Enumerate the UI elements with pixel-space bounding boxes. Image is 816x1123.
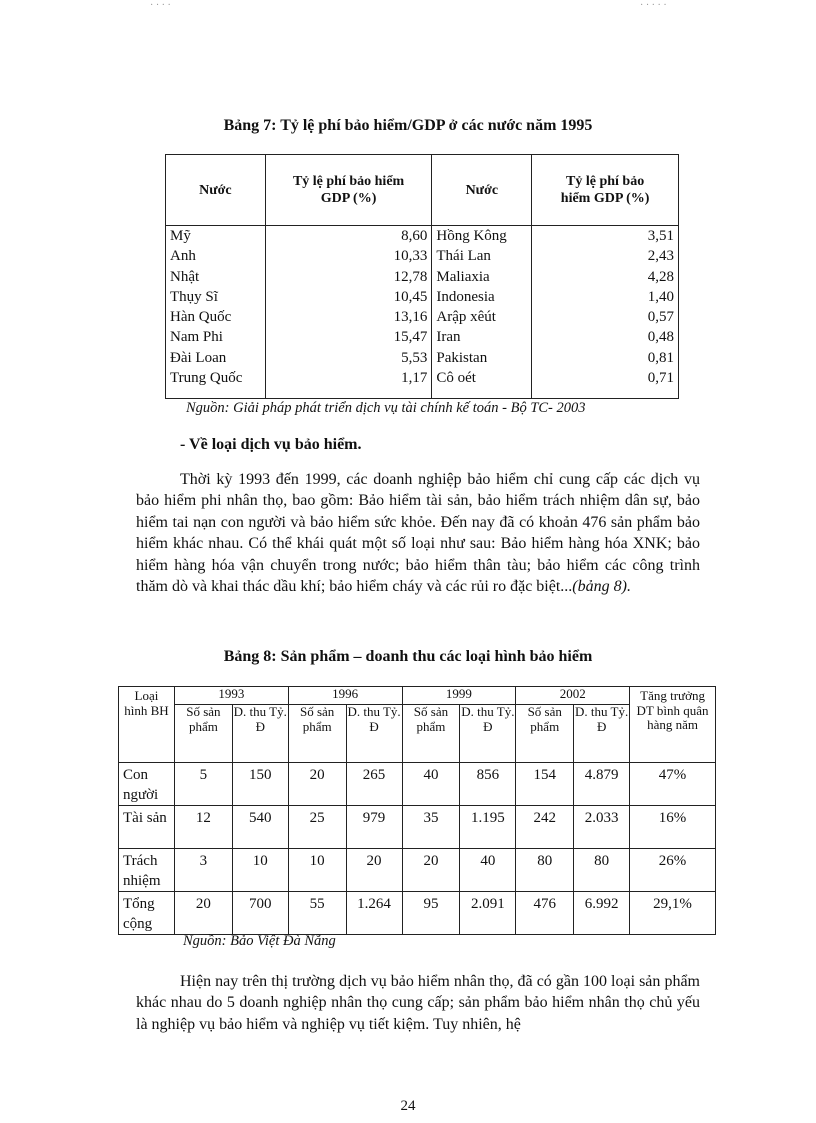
table7-country-2: Hồng Kông	[432, 226, 532, 247]
table7-ratio: 1,17	[265, 368, 432, 399]
table7-header-ratio-2: Tỷ lệ phí bảo hiểm GDP (%)	[532, 155, 679, 226]
table8-header-growth: Tăng trưởng DT bình quân hàng năm	[630, 687, 716, 763]
paragraph-1	[136, 469, 700, 597]
scan-mark-top-left: · · · ·	[150, 0, 171, 11]
table7-ratio-2: 3,51	[532, 226, 679, 247]
table7-row	[166, 287, 679, 307]
table8-header-year-1993: 1993	[174, 687, 288, 705]
table8-products-value: 80	[516, 849, 574, 892]
table8-revenue-value: 265	[346, 763, 402, 806]
table7-country: Mỹ	[166, 226, 266, 247]
table7-country-2: Pakistan	[432, 348, 532, 368]
table7-row	[166, 267, 679, 287]
table7-country-2: Thái Lan	[432, 246, 532, 266]
table8-revenue-value: 2.091	[460, 892, 516, 935]
table8-growth-value: 29,1%	[630, 892, 716, 935]
table8	[118, 686, 716, 935]
paragraph-2: Hiện nay trên thị trường dịch vụ bảo hiểm nhân thọ, đã có gần 100 loại sản phẩm khác nhau do 5 doanh nghiệp nhân thọ cung cấp; sản phẩm bảo hiểm nhân thọ chủ yếu là nghiệp vụ bảo hiểm và nghiệp vụ tiết kiệm. Tuy nhiên, hệ	[136, 973, 700, 1033]
table7-country: Nhật	[166, 267, 266, 287]
table7-header-ratio: Tỷ lệ phí bảo hiểm GDP (%)	[265, 155, 432, 226]
table7-ratio-2: 0,71	[532, 368, 679, 399]
table8-revenue-value: 10	[232, 849, 288, 892]
table8-revenue-value: 150	[232, 763, 288, 806]
table8-products-value: 20	[402, 849, 460, 892]
table7-header-country-2: Nước	[432, 155, 532, 226]
table8-revenue-value: 4.879	[574, 763, 630, 806]
table7-country: Hàn Quốc	[166, 307, 266, 327]
table8-header-year-1999: 1999	[402, 687, 516, 705]
table7-ratio: 5,53	[265, 348, 432, 368]
table8-type-label: Tổng cộng	[119, 892, 175, 935]
section-heading: - Về loại dịch vụ bảo hiểm.	[180, 436, 362, 453]
table8-revenue-value: 6.992	[574, 892, 630, 935]
table7-country: Thụy Sĩ	[166, 287, 266, 307]
table8-products-value: 35	[402, 806, 460, 849]
table8-sub-revenue: D. thu Tỷ. Đ	[232, 705, 288, 763]
table8-type-label: Con người	[119, 763, 175, 806]
table8-revenue-value: 979	[346, 806, 402, 849]
table8-products-value: 20	[288, 763, 346, 806]
table8-products-value: 25	[288, 806, 346, 849]
table7-ratio: 15,47	[265, 327, 432, 347]
table7-row	[166, 348, 679, 368]
table8-sub-revenue: D. thu Tỷ. Đ	[346, 705, 402, 763]
table7-country-2: Iran	[432, 327, 532, 347]
table8-growth-value: 47%	[630, 763, 716, 806]
table8-products-value: 5	[174, 763, 232, 806]
table7-header-country: Nước	[166, 155, 266, 226]
table8-row	[119, 763, 716, 806]
table8-revenue-value: 1.264	[346, 892, 402, 935]
table8-sub-revenue: D. thu Tỷ. Đ	[460, 705, 516, 763]
table7-ratio-2: 4,28	[532, 267, 679, 287]
table7-ratio: 10,45	[265, 287, 432, 307]
table8-revenue-value: 80	[574, 849, 630, 892]
table8-growth-value: 16%	[630, 806, 716, 849]
table8-products-value: 12	[174, 806, 232, 849]
table8-sub-products: Số sản phẩm	[288, 705, 346, 763]
table8-header-type: Loại hình BH	[119, 687, 175, 763]
scan-mark-top-right: · · · · ·	[640, 0, 667, 11]
table8-sub-products: Số sản phẩm	[174, 705, 232, 763]
table7-country: Đài Loan	[166, 348, 266, 368]
table7-row	[166, 246, 679, 266]
table8-sub-products: Số sản phẩm	[402, 705, 460, 763]
table7-ratio-2: 1,40	[532, 287, 679, 307]
table8-products-value: 20	[174, 892, 232, 935]
paragraph-1-text: Thời kỳ 1993 đến 1999, các doanh nghiệp bảo hiểm chỉ cung cấp các dịch vụ bảo hiểm phi nhân thọ, bao gồm: Bảo hiểm tài sản, bảo hiểm trách nhiệm dân sự, bảo hiểm tai nạn con người và bảo hiểm sức khỏe. Đến nay đã có khoản 476 sản phẩm bảo hiểm khác nhau. Có thể khái quát một số loại như sau: Bảo hiểm hàng hóa XNK; bảo hiểm hàng hóa vận chuyển trong nước; bảo hiểm thân tàu; bảo hiểm các công trình thăm dò và khai thác dầu khí; bảo hiểm cháy và các rủi ro đặc biệt...	[136, 471, 700, 596]
table8-source: Nguồn: Bảo Việt Đà Nẵng	[183, 933, 336, 949]
paragraph-1-ref: (bảng 8).	[572, 578, 631, 596]
table8-revenue-value: 540	[232, 806, 288, 849]
table7-source: Nguồn: Giải pháp phát triển dịch vụ tài chính kế toán - Bộ TC- 2003	[186, 400, 586, 416]
table8-sub-products: Số sản phẩm	[516, 705, 574, 763]
table7-ratio: 8,60	[265, 226, 432, 247]
table7-ratio-2: 0,81	[532, 348, 679, 368]
table8-products-value: 95	[402, 892, 460, 935]
table8-products-value: 154	[516, 763, 574, 806]
table8-header-year-1996: 1996	[288, 687, 402, 705]
table8-row	[119, 806, 716, 849]
table7-country-2: Indonesia	[432, 287, 532, 307]
table7-country-2: Cô oét	[432, 368, 532, 399]
table7-country-2: Arập xêút	[432, 307, 532, 327]
table7-ratio-2: 0,57	[532, 307, 679, 327]
table7-ratio: 13,16	[265, 307, 432, 327]
table7-country-2: Maliaxia	[432, 267, 532, 287]
table7-row	[166, 368, 679, 399]
table8-revenue-value: 20	[346, 849, 402, 892]
table8-revenue-value: 856	[460, 763, 516, 806]
table8-row	[119, 892, 716, 935]
table8-row	[119, 849, 716, 892]
table8-revenue-value: 40	[460, 849, 516, 892]
table8-revenue-value: 1.195	[460, 806, 516, 849]
table7-country: Trung Quốc	[166, 368, 266, 399]
table7-row	[166, 307, 679, 327]
table7-row	[166, 226, 679, 247]
table8-revenue-value: 2.033	[574, 806, 630, 849]
table8-sub-revenue: D. thu Tỷ. Đ	[574, 705, 630, 763]
table7	[165, 154, 679, 399]
table8-type-label: Tài sản	[119, 806, 175, 849]
table7-ratio: 10,33	[265, 246, 432, 266]
table7-ratio: 12,78	[265, 267, 432, 287]
table8-products-value: 10	[288, 849, 346, 892]
table8-products-value: 3	[174, 849, 232, 892]
table8-title: Bảng 8: Sản phẩm – doanh thu các loại hình bảo hiểm	[223, 648, 593, 665]
table8-products-value: 40	[402, 763, 460, 806]
table7-ratio-2: 2,43	[532, 246, 679, 266]
table8-products-value: 55	[288, 892, 346, 935]
table8-growth-value: 26%	[630, 849, 716, 892]
table7-country: Nam Phi	[166, 327, 266, 347]
table8-products-value: 476	[516, 892, 574, 935]
table8-revenue-value: 700	[232, 892, 288, 935]
table7-title: Bảng 7: Tỷ lệ phí bảo hiểm/GDP ở các nước năm 1995	[223, 117, 593, 134]
table7-ratio-2: 0,48	[532, 327, 679, 347]
table7-country: Anh	[166, 246, 266, 266]
table7-row	[166, 327, 679, 347]
table8-header-year-2002: 2002	[516, 687, 630, 705]
table8-products-value: 242	[516, 806, 574, 849]
table8-type-label: Trách nhiệm	[119, 849, 175, 892]
page-number: 24	[400, 1098, 416, 1114]
